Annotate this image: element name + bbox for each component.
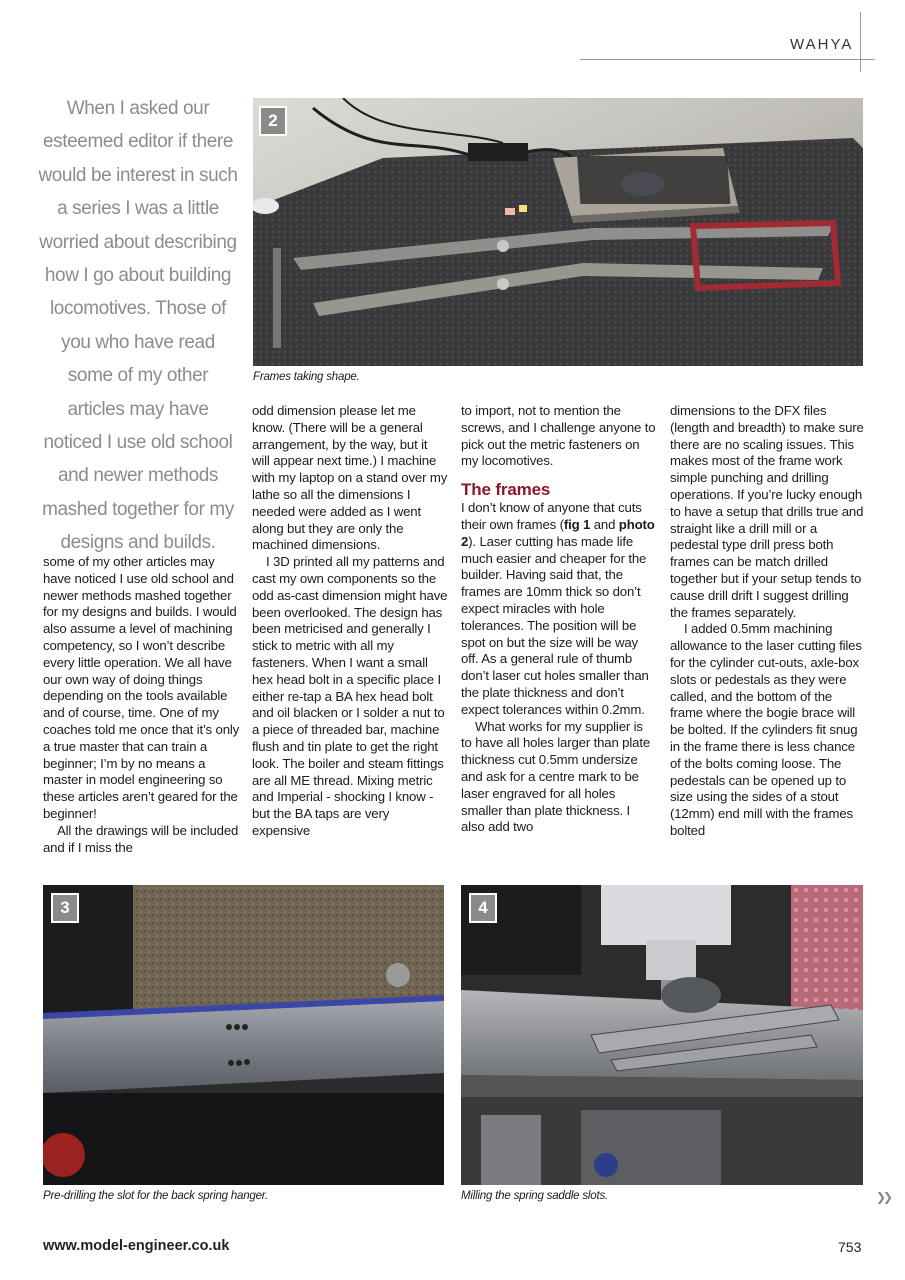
photo-milling-spring-saddle-slots <box>461 885 863 1185</box>
page-number: 753 <box>838 1239 862 1255</box>
body-column-3 <box>461 403 657 836</box>
paragraph: dimensions to the DFX files (length and breadth) to make sure there are no scaling issues. This makes most of the frame work simple punching and drilling operations. If you’re lucky enough to have a setup that drills true and straight like a drill mill or a pedestal type drill press both frames can be match drilled together but if your setup tends to cause drill drift I suggest drilling the frames separately. <box>670 403 864 620</box>
milling-machine-image <box>461 885 863 1185</box>
paragraph: What works for my supplier is to have all holes larger than plate thickness cut 0.5mm undersize and ask for a centre mark to be laser engraved for all holes smaller than plate thickness. I also add two <box>461 718 651 835</box>
header-vertical-rule <box>860 12 861 72</box>
figure-number-badge: 2 <box>259 106 287 136</box>
paragraph: All the drawings will be included and if I miss the <box>43 822 239 855</box>
paragraph: odd dimension please let me know. (There will be a general arrangement, by the way, but it will appear next time.) I machine with my laptop on a stand over my lathe so all the dimensions I needed were added as I went along but they are only the machined dimensions. <box>252 403 448 553</box>
header-rule <box>580 59 875 60</box>
body-column-2 <box>252 403 448 840</box>
paragraph: to import, not to mention the screws, and I challenge anyone to pick out the metric fasteners on my locomotives. <box>461 403 656 469</box>
figure-caption: Pre-drilling the slot for the back spring hanger. <box>43 1190 269 1202</box>
figure-number-badge: 3 <box>51 893 79 923</box>
figure-reference: fig 1 <box>563 516 591 532</box>
figure-caption: Frames taking shape. <box>253 371 360 383</box>
section-heading: The frames <box>461 480 551 500</box>
photo-pre-drilling-slot <box>43 885 444 1185</box>
drilled-frame-image <box>43 885 444 1185</box>
figure-number-badge: 4 <box>469 893 497 923</box>
body-column-4 <box>670 403 866 840</box>
paragraph: some of my other articles may have noticed I use old school and newer methods mashed together for my designs and builds. I would also assume a level of machining competency, so I won’t describe every little operation. We all have our own way of doing things depending on the tools available and of course, time. One of my coaches told me once that it’s only a true master that can train a beginner; I’m by no means a master in model engineering so these articles aren’t geared for the beginner! <box>43 554 240 821</box>
workbench-frames-image <box>253 98 863 366</box>
footer-website-url: www.model-engineer.co.uk <box>43 1238 230 1254</box>
running-head: WAHYA <box>790 36 854 53</box>
photo-reference: photo 2 <box>461 516 655 549</box>
paragraph: I don’t know of anyone that cuts their own frames (fig 1 and photo 2). Laser cutting has made life much easier and cheaper for the builder. Having said that, the frames are 10mm thick so don’t expect miracles with hole tolerances. The position will be spot on but the size will be way off. As a general rule of thumb don’t laser cut holes smaller than the plate thickness and don’t expect tolerances within 0.2mm. <box>461 500 655 717</box>
pull-quote: When I asked our esteemed editor if there would be interest in such a series I was a little worried about describing how I go about building locomotives. Those of you who have read some of my other articles may have noticed I use old school and newer methods mashed together for my designs and builds. <box>38 98 238 554</box>
figure-caption: Milling the spring saddle slots. <box>461 1190 609 1202</box>
paragraph: I added 0.5mm machining allowance to the laser cutting files for the cylinder cut-outs, axle-box slots or pedestals as they were called, and the bottom of the frame where the bogie brace will be bolted. If the cylinders fit snug in the frame there is less chance of the bolts coming loose. The pedestals can be opened up to size using the sides of a stout (12mm) end mill with the frames bolted <box>670 621 862 838</box>
photo-frames-taking-shape <box>253 98 863 366</box>
body-column-1 <box>43 554 243 856</box>
paragraph: I 3D printed all my patterns and cast my own components so the odd as-cast dimension might have been overlooked. The design has been metricised and generally I stick to metric with all my fasteners. When I want a small hex head bolt in a specific place I either re-tap a BA hex head bolt and oil blacken or I solder a nut to a piece of threaded bar, machine flush and tin plate to get the right look. The boiler and steam fittings are all ME thread. Mixing metric and Imperial - shocking I know - but the BA taps are very expensive <box>252 554 448 838</box>
double-chevron-right-icon: ❯❯ <box>876 1190 891 1204</box>
